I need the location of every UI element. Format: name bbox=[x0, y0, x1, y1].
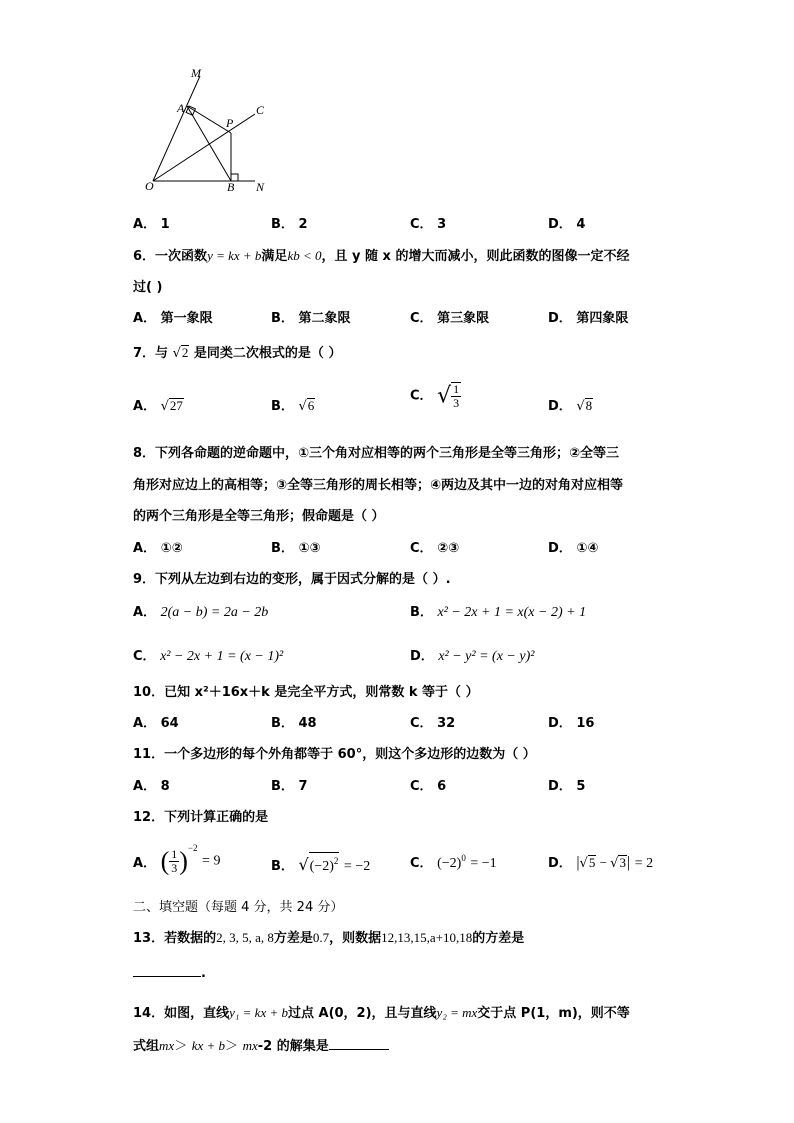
q13-variance: 0.7 bbox=[312, 930, 330, 945]
label-n: N bbox=[256, 180, 265, 194]
option-letter: D． bbox=[548, 541, 572, 556]
q7-option-b[interactable]: B． √6 bbox=[271, 398, 315, 414]
q6-option-b[interactable] bbox=[271, 307, 350, 326]
q13-data-set-2: 12,13,15,a+10,18 bbox=[381, 930, 473, 945]
option-text: 1 bbox=[160, 217, 170, 232]
option-letter: A． bbox=[133, 779, 157, 794]
option-letter: A． bbox=[133, 856, 157, 871]
q5-option-a[interactable] bbox=[133, 213, 170, 232]
q13-answer-line[interactable] bbox=[133, 962, 206, 981]
q6-option-c[interactable] bbox=[410, 307, 489, 326]
option-text: 4 bbox=[576, 217, 586, 232]
exponent: 2 bbox=[333, 856, 339, 866]
q14-text: -2 的解集是 bbox=[257, 1039, 329, 1054]
q10-option-d[interactable] bbox=[548, 712, 594, 731]
q14-expr: mx bbox=[159, 1038, 175, 1053]
option-radicand: 6 bbox=[307, 398, 315, 413]
greater-than: ＞ bbox=[225, 1038, 239, 1053]
option-radicand: 27 bbox=[169, 398, 183, 413]
q12-option-c[interactable] bbox=[410, 852, 497, 872]
q13-text: 的方差是 bbox=[472, 931, 525, 946]
radicand: 3 bbox=[619, 855, 626, 870]
option-formula: x² − 2x + 1 = x(x − 2) + 1 bbox=[437, 605, 587, 620]
q6-text: 一次函数 bbox=[155, 249, 208, 264]
option-text: 第一象限 bbox=[160, 311, 213, 326]
option-text: ①③ bbox=[298, 541, 321, 556]
q13-data-set-1: 2, 3, 5, a, 8 bbox=[216, 930, 274, 945]
q7-option-c[interactable]: C． √ $\frac{1}{3}$ bbox=[410, 382, 460, 410]
q14-stem-line1 bbox=[133, 1002, 630, 1021]
radicand: 5 bbox=[588, 855, 596, 870]
q14-line-y1: y₁ = kx + b bbox=[229, 1005, 288, 1020]
q14-text: 交于点 P(1，m)，则不等 bbox=[477, 1006, 630, 1021]
exponent: −2 bbox=[187, 843, 198, 853]
option-text: ①② bbox=[160, 541, 183, 556]
option-rhs: = 2 bbox=[634, 856, 654, 871]
question-number: 7． bbox=[133, 346, 156, 361]
q12-option-a[interactable]: A． ( $\frac{1}{3}$ )$^{-2}$ = 9 bbox=[133, 843, 221, 876]
q6-function: y = kx + b bbox=[207, 248, 262, 263]
option-rhs: = −1 bbox=[470, 856, 497, 871]
q7-text: 与 bbox=[155, 346, 169, 361]
option-text: 第四象限 bbox=[576, 311, 629, 326]
option-text: 3 bbox=[437, 217, 447, 232]
option-rhs: = 9 bbox=[202, 853, 221, 869]
option-letter: C． bbox=[410, 541, 433, 556]
q11-stem: 11．一个多边形的每个外角都等于 60°，则这个多边形的边数为（ ） bbox=[133, 747, 536, 762]
option-text: 32 bbox=[437, 716, 456, 731]
q6-stem-line2: 过( ) bbox=[133, 280, 163, 295]
q10-option-c[interactable] bbox=[410, 712, 455, 731]
q14-expr: mx bbox=[242, 1038, 258, 1053]
option-letter: B． bbox=[271, 859, 294, 874]
label-m: M bbox=[191, 66, 201, 80]
option-text: 64 bbox=[160, 716, 179, 731]
question-number: 13． bbox=[133, 931, 165, 946]
option-text: 6 bbox=[437, 779, 447, 794]
label-c: C bbox=[256, 103, 265, 117]
q10-option-a[interactable] bbox=[133, 712, 179, 731]
answer-blank[interactable] bbox=[329, 1036, 389, 1050]
q8-option-d[interactable] bbox=[548, 537, 598, 556]
option-text: 7 bbox=[298, 779, 308, 794]
q8-stem-line2: 角形对应边上的高相等；③全等三角形的周长相等；④两边及其中一边的对角对应相等 bbox=[133, 478, 624, 493]
option-letter: B． bbox=[410, 605, 433, 620]
q13-text: ，则数据 bbox=[329, 931, 382, 946]
option-letter: A． bbox=[133, 541, 157, 556]
q5-option-b[interactable] bbox=[271, 213, 308, 232]
option-text: 16 bbox=[576, 716, 595, 731]
label-a: A bbox=[177, 101, 185, 115]
q11-option-a[interactable] bbox=[133, 775, 170, 794]
option-letter: B． bbox=[271, 399, 294, 414]
q8-stem-line3: 的两个三角形是全等三角形；假命题是（ ） bbox=[133, 509, 385, 524]
option-letter: C． bbox=[410, 779, 433, 794]
question-number: 14． bbox=[133, 1006, 165, 1021]
option-formula: x² − y² = (x − y)² bbox=[438, 649, 535, 664]
fraction-denominator: 3 bbox=[453, 396, 460, 410]
label-b: B bbox=[227, 180, 235, 194]
option-letter: D． bbox=[548, 399, 572, 414]
fraction-numerator: 1 bbox=[171, 847, 178, 861]
question-number: 6． bbox=[133, 249, 156, 264]
option-text: 第二象限 bbox=[298, 311, 351, 326]
q6-text: ，且 y 随 x 的增大而减小，则此函数的图像一定不经 bbox=[321, 249, 630, 264]
q8-option-b[interactable] bbox=[271, 537, 320, 556]
q10-stem: 10．已知 x²＋16x＋k 是完全平方式，则常数 k 等于（ ） bbox=[133, 685, 479, 700]
q9-option-d[interactable] bbox=[410, 645, 534, 665]
label-p: P bbox=[226, 116, 234, 130]
geometry-figure bbox=[135, 62, 280, 197]
q12-option-b[interactable]: B． $√(-2)^2 = -2$ bbox=[271, 852, 370, 875]
q9-option-c[interactable] bbox=[133, 645, 283, 665]
q9-option-a[interactable] bbox=[133, 601, 268, 621]
option-formula: x² − 2x + 1 = (x − 1)² bbox=[160, 649, 284, 664]
option-letter: B． bbox=[271, 217, 294, 232]
option-text: 5 bbox=[576, 779, 586, 794]
q6-text: 满足 bbox=[261, 249, 288, 264]
q7-option-d[interactable]: D． √8 bbox=[548, 398, 593, 414]
power-base: (−2) bbox=[437, 856, 462, 871]
option-letter: B． bbox=[271, 779, 294, 794]
option-letter: C． bbox=[410, 311, 433, 326]
option-letter: D． bbox=[548, 779, 572, 794]
q6-option-d[interactable] bbox=[548, 307, 628, 326]
segment-ab bbox=[187, 106, 234, 181]
q14-line-y2: y₂ = mx bbox=[436, 1005, 478, 1020]
option-letter: D． bbox=[548, 217, 572, 232]
option-rhs: = −2 bbox=[343, 859, 371, 874]
q6-stem-line1 bbox=[133, 245, 629, 264]
q14-expr: kx + b bbox=[191, 1038, 226, 1053]
q13-stem bbox=[133, 927, 524, 946]
q11-option-d[interactable] bbox=[548, 775, 585, 794]
option-letter: A． bbox=[133, 605, 157, 620]
option-formula: 2(a − b) = 2a − 2b bbox=[160, 605, 269, 620]
q12-option-d[interactable]: D． |√5 − √3| = 2 bbox=[548, 854, 654, 871]
q6-option-a[interactable] bbox=[133, 307, 213, 326]
q8-option-c[interactable] bbox=[410, 537, 459, 556]
option-text: 8 bbox=[160, 779, 170, 794]
option-letter: B． bbox=[271, 311, 294, 326]
label-o: O bbox=[145, 179, 154, 193]
q7-radicand: 2 bbox=[181, 345, 189, 360]
option-letter: B． bbox=[271, 716, 294, 731]
q10-option-b[interactable] bbox=[271, 712, 317, 731]
option-text: ①④ bbox=[576, 541, 599, 556]
option-text: 第三象限 bbox=[437, 311, 490, 326]
greater-than: ＞ bbox=[174, 1038, 188, 1053]
q14-text: 如图，直线 bbox=[164, 1006, 230, 1021]
option-text: ②③ bbox=[437, 541, 460, 556]
fraction-denominator: 3 bbox=[171, 861, 178, 875]
q7-stem: 7．与 √2 是同类二次根式的是（ ） bbox=[133, 345, 342, 361]
fraction-numerator: 1 bbox=[453, 382, 460, 396]
q8-stem-line1: 8．下列各命题的逆命题中，①三个角对应相等的两个三角形是全等三角形；②全等三 bbox=[133, 446, 620, 461]
option-letter: A． bbox=[133, 399, 157, 414]
q9-option-b[interactable] bbox=[410, 601, 586, 621]
option-letter: C． bbox=[410, 217, 433, 232]
option-letter: D． bbox=[410, 649, 434, 664]
q12-stem: 12．下列计算正确的是 bbox=[133, 810, 269, 825]
exponent: 0 bbox=[461, 853, 466, 863]
q11-option-b[interactable] bbox=[271, 775, 308, 794]
option-letter: A． bbox=[133, 716, 157, 731]
option-letter: D． bbox=[548, 311, 572, 326]
section-heading: 二、填空题（每题 4 分，共 24 分） bbox=[133, 900, 344, 915]
option-letter: D． bbox=[548, 856, 572, 871]
option-letter: C． bbox=[133, 649, 156, 664]
q11-option-c[interactable] bbox=[410, 775, 446, 794]
option-letter: D． bbox=[548, 716, 572, 731]
option-radicand: 8 bbox=[585, 398, 593, 413]
q14-text: 式组 bbox=[133, 1039, 160, 1054]
radicand: (−2) bbox=[309, 859, 334, 874]
q9-stem: 9．下列从左边到右边的变形，属于因式分解的是（ ）. bbox=[133, 572, 451, 587]
q14-stem-line2 bbox=[133, 1035, 389, 1054]
q5-option-d[interactable] bbox=[548, 213, 585, 232]
q5-option-c[interactable] bbox=[410, 213, 446, 232]
q6-condition: kb < 0 bbox=[287, 248, 322, 263]
q14-text: 过点 A(0，2)，且与直线 bbox=[287, 1006, 437, 1021]
option-letter: C． bbox=[410, 856, 433, 871]
q7-text: 是同类二次根式的是（ ） bbox=[193, 346, 342, 361]
option-letter: C． bbox=[410, 716, 433, 731]
option-letter: A． bbox=[133, 217, 157, 232]
option-letter: C． bbox=[410, 388, 433, 404]
q8-option-a[interactable] bbox=[133, 537, 183, 556]
q13-text: 若数据的 bbox=[164, 931, 217, 946]
option-letter: B． bbox=[271, 541, 294, 556]
option-text: 2 bbox=[298, 217, 308, 232]
answer-blank[interactable] bbox=[133, 962, 201, 977]
option-text: 48 bbox=[298, 716, 317, 731]
q13-text: 方差是 bbox=[273, 931, 313, 946]
q7-option-a[interactable]: A． √27 bbox=[133, 398, 183, 414]
period: . bbox=[201, 966, 206, 981]
option-letter: A． bbox=[133, 311, 157, 326]
segment-ap bbox=[187, 106, 234, 133]
